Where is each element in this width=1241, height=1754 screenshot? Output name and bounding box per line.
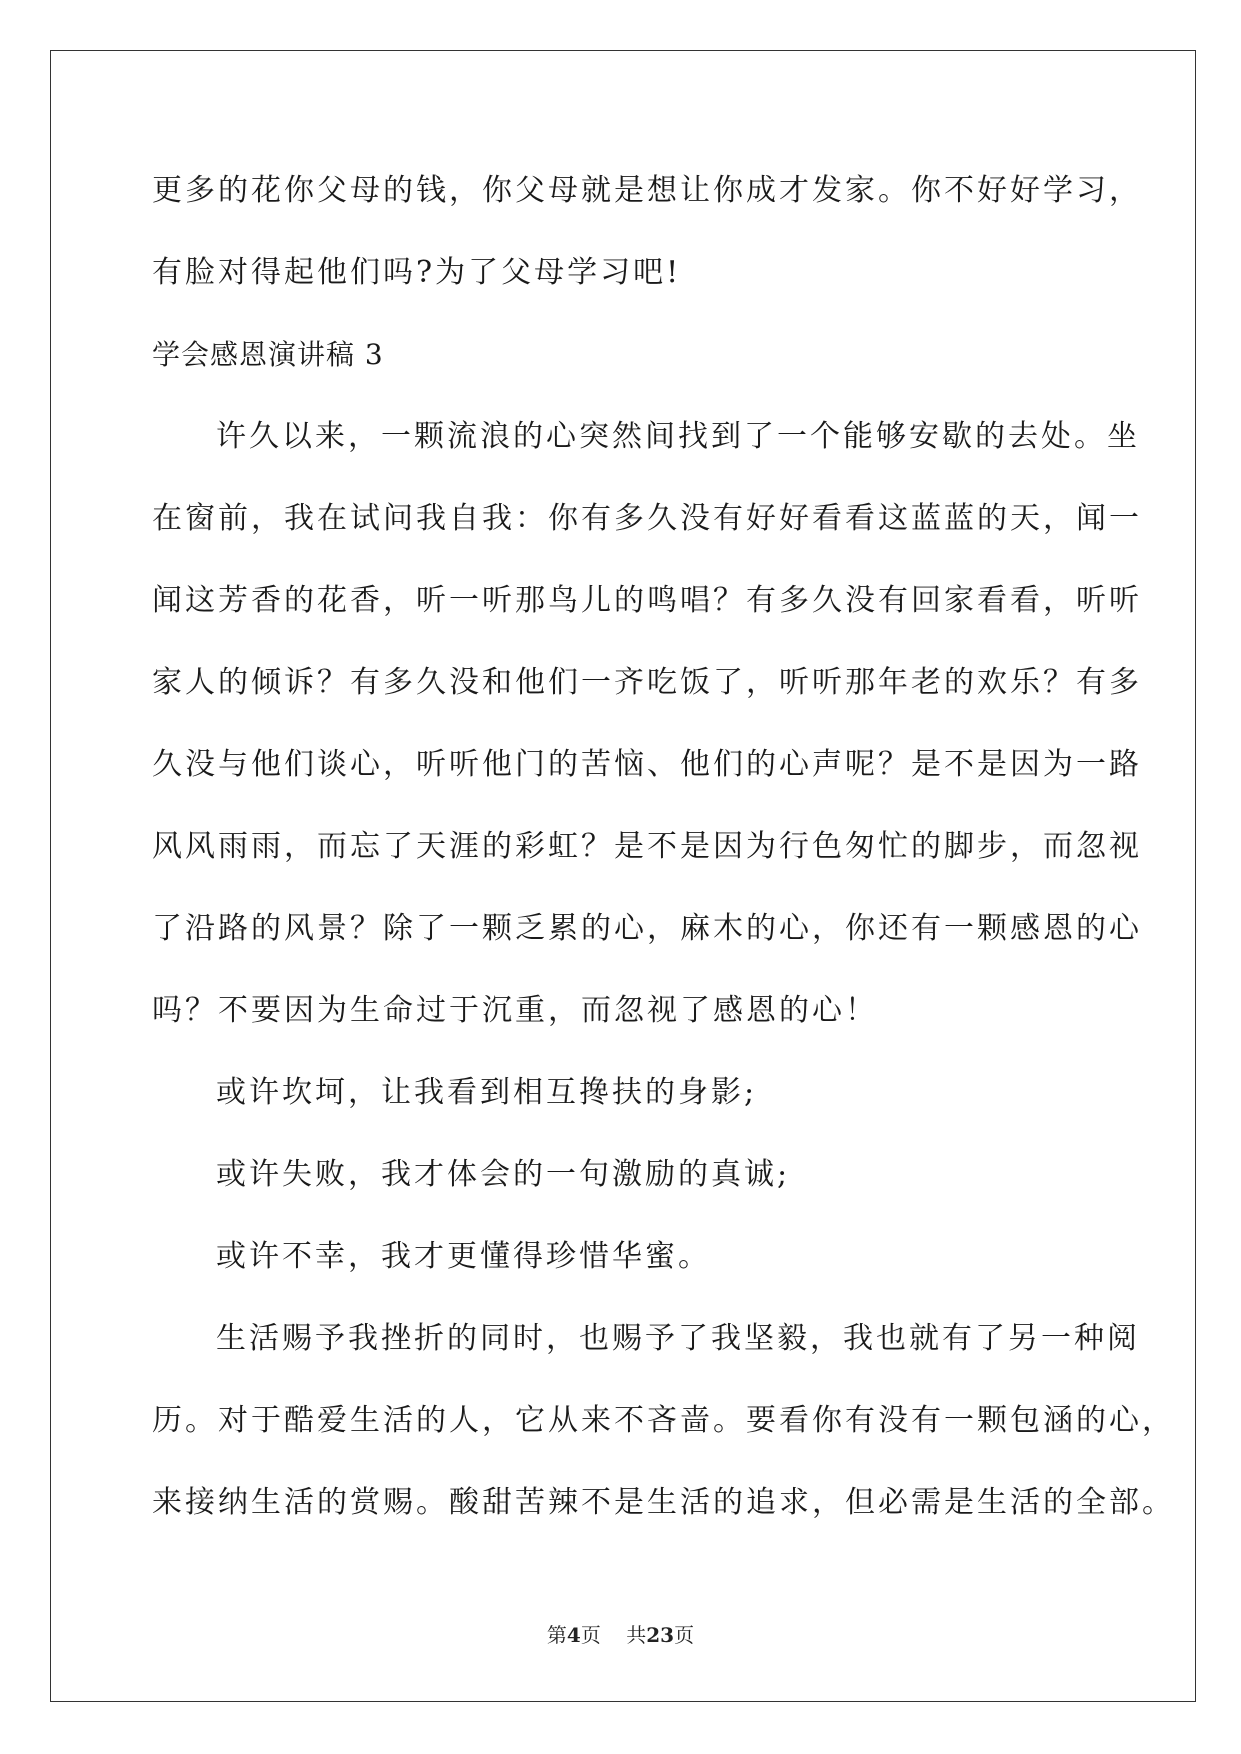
page-prefix: 第 bbox=[546, 1623, 567, 1647]
total-pages: 23 bbox=[646, 1623, 675, 1647]
paragraph-first-line: 生活赐予我挫折的同时，也赐予了我坚毅，我也就有了另一种阅 bbox=[216, 1321, 1140, 1356]
text-line: 家人的倾诉？有多久没和他们一齐吃饭了，听听那年老的欢乐？有多 bbox=[152, 665, 1142, 700]
total-prefix: 共 bbox=[626, 1623, 647, 1647]
text-line: 吗？不要因为生命过于沉重，而忽视了感恩的心！ bbox=[152, 993, 878, 1028]
text-line: 闻这芳香的花香，听一听那鸟儿的鸣唱？有多久没有回家看看，听听 bbox=[152, 583, 1142, 618]
text-line: 有脸对得起他们吗?为了父母学习吧! bbox=[152, 255, 682, 290]
text-line: 更多的花你父母的钱，你父母就是想让你成才发家。你不好好学习， bbox=[152, 173, 1142, 208]
document-body bbox=[152, 150, 1175, 1544]
text-line: 历。对于酷爱生活的人，它从来不吝啬。要看你有没有一颗包涵的心， bbox=[152, 1403, 1175, 1438]
paragraph-first-line: 或许失败，我才体会的一句激励的真诚; bbox=[216, 1157, 791, 1192]
paragraph-first-line: 或许坎坷，让我看到相互搀扶的身影; bbox=[216, 1075, 758, 1110]
paragraph-first-line: 许久以来，一颗流浪的心突然间找到了一个能够安歇的去处。坐 bbox=[216, 419, 1140, 454]
section-title: 学会感恩演讲稿 3 bbox=[152, 338, 384, 371]
page-footer bbox=[0, 1619, 1241, 1648]
text-line: 了沿路的风景？除了一颗乏累的心，麻木的心，你还有一颗感恩的心 bbox=[152, 911, 1142, 946]
text-line: 风风雨雨，而忘了天涯的彩虹？是不是因为行色匆忙的脚步，而忽视 bbox=[152, 829, 1142, 864]
paragraph-first-line: 或许不幸，我才更懂得珍惜华蜜。 bbox=[216, 1239, 711, 1274]
page-number: 4 bbox=[566, 1623, 581, 1647]
page-suffix: 页 bbox=[580, 1623, 601, 1647]
text-line: 久没与他们谈心，听听他门的苦恼、他们的心声呢？是不是因为一路 bbox=[152, 747, 1142, 782]
text-line: 在窗前，我在试问我自我：你有多久没有好好看看这蓝蓝的天，闻一 bbox=[152, 501, 1142, 536]
total-suffix: 页 bbox=[674, 1623, 695, 1647]
text-line: 来接纳生活的赏赐。酸甜苦辣不是生活的追求，但必需是生活的全部。 bbox=[152, 1485, 1175, 1520]
